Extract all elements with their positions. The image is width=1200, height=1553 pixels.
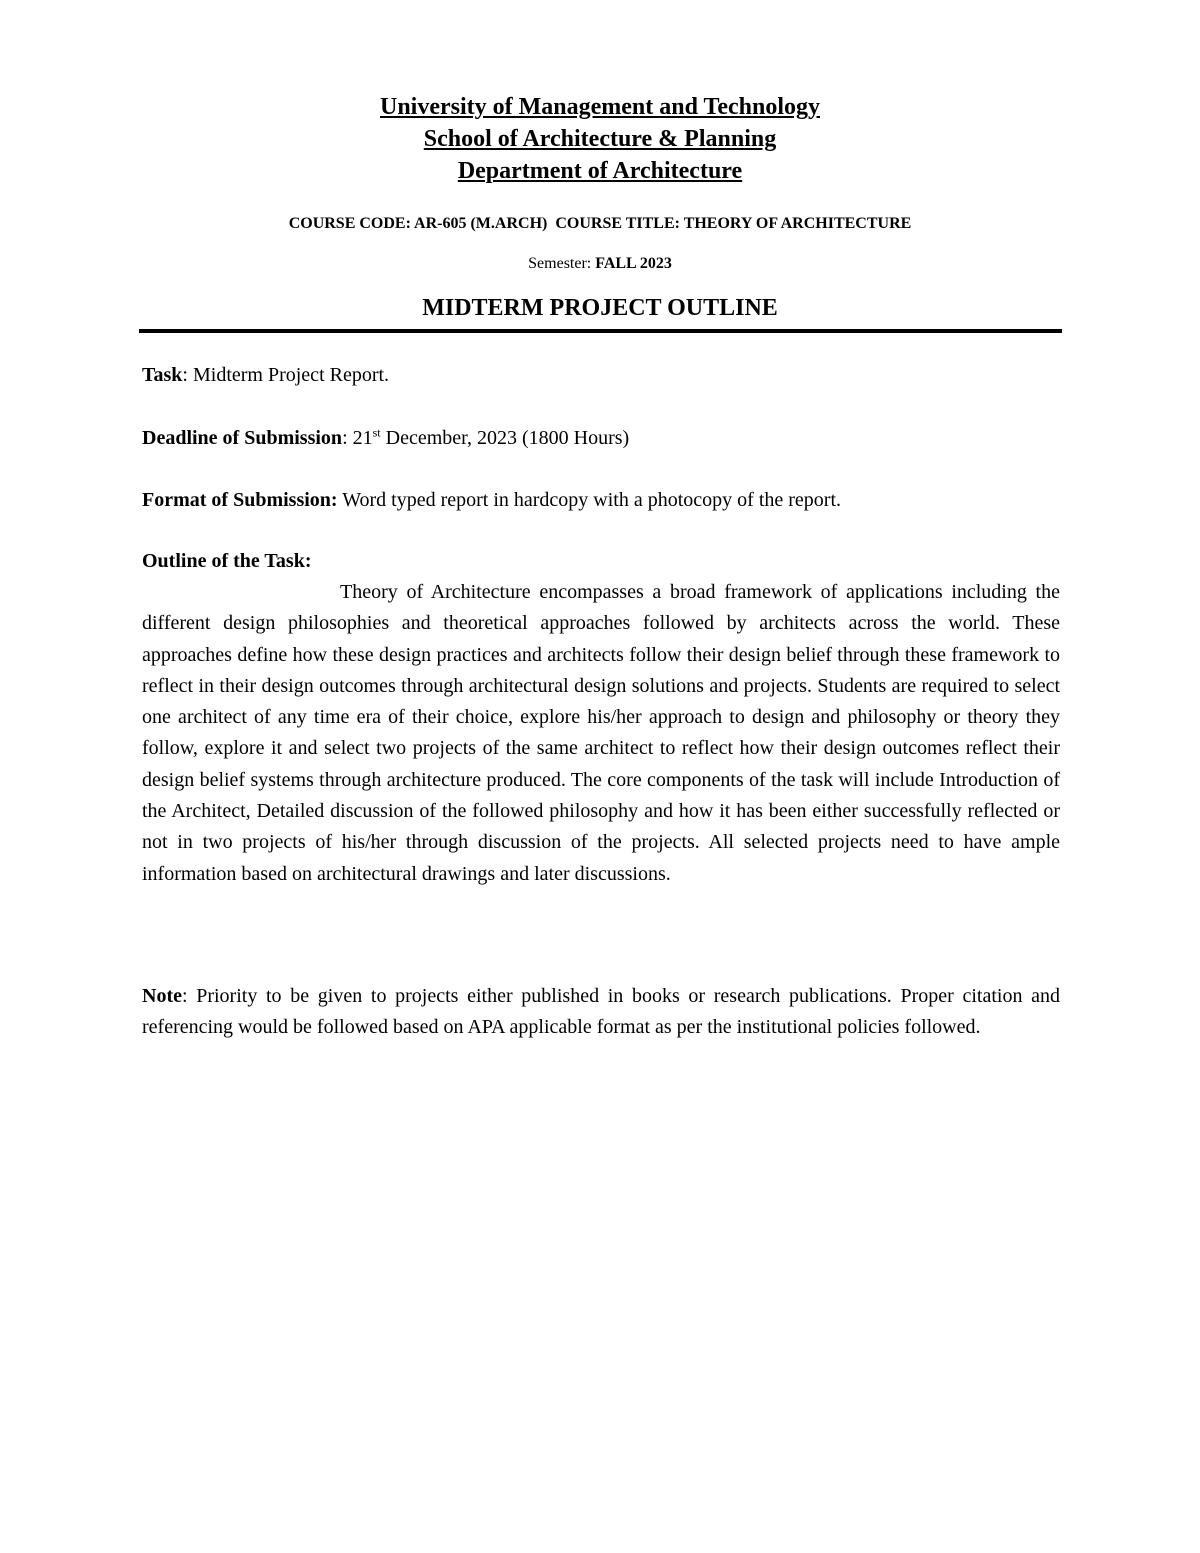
document-title: MIDTERM PROJECT OUTLINE [422, 295, 778, 321]
task-field [142, 361, 1060, 389]
outline-heading [142, 547, 1060, 575]
semester-line [140, 254, 1060, 274]
outline-label: Outline of the Task [142, 550, 305, 572]
format-value: Word typed report in hardcopy with a photocopy of the report. [337, 489, 842, 511]
deadline-field [142, 424, 1060, 452]
task-value: : Midterm Project Report. [182, 364, 390, 386]
format-label: Format of Submission: [142, 489, 338, 511]
title-divider [139, 329, 1062, 333]
deadline-ordinal: st [372, 425, 381, 440]
note-label: Note [142, 985, 182, 1007]
task-label: Task [142, 364, 183, 386]
deadline-value-prefix: : 21 [342, 427, 373, 449]
deadline-value-suffix: December, 2023 (1800 Hours) [380, 427, 630, 449]
format-field [142, 486, 1060, 514]
outline-label-colon: : [304, 550, 312, 572]
school-name: School of Architecture & Planning [423, 126, 777, 152]
note-paragraph [142, 981, 1060, 1044]
course-code-title: COURSE CODE: AR-605 (M.ARCH) COURSE TITLE: THEORY OF ARCHITECTURE [288, 215, 912, 232]
semester-value: FALL 2023 [595, 255, 672, 272]
university-name: University of Management and Technology [379, 94, 820, 120]
outline-paragraph: Theory of Architecture encompasses a broad framework of applications including the different design philosophies and theoretical approaches followed by architects across the world. These approaches define how these design practices and architects follow their design belief through these framework to reflect in their design outcomes through architectural design solutions and projects. Students are required to select one architect of any time era of their choice, explore his/her approach to design and philosophy or theory they follow, explore it and select two projects of the same architect to reflect how their design outcomes reflect their design belief systems through architecture produced. The core components of the task will include Introduction of the Architect, Detailed discussion of the followed philosophy and how it has been either successfully reflected or not in two projects of his/her through discussion of the projects. All selected projects need to have ample information based on architectural drawings and later discussions. [142, 581, 1060, 885]
semester-label: Semester: [528, 255, 596, 272]
deadline-label: Deadline of Submission [142, 427, 343, 449]
note-text: : Priority to be given to projects either published in books or research publications. Proper citation and referencing would be followed based on APA applicable format as per the institutional policies followed. [142, 985, 1060, 1039]
department-name: Department of Architecture [457, 158, 743, 184]
